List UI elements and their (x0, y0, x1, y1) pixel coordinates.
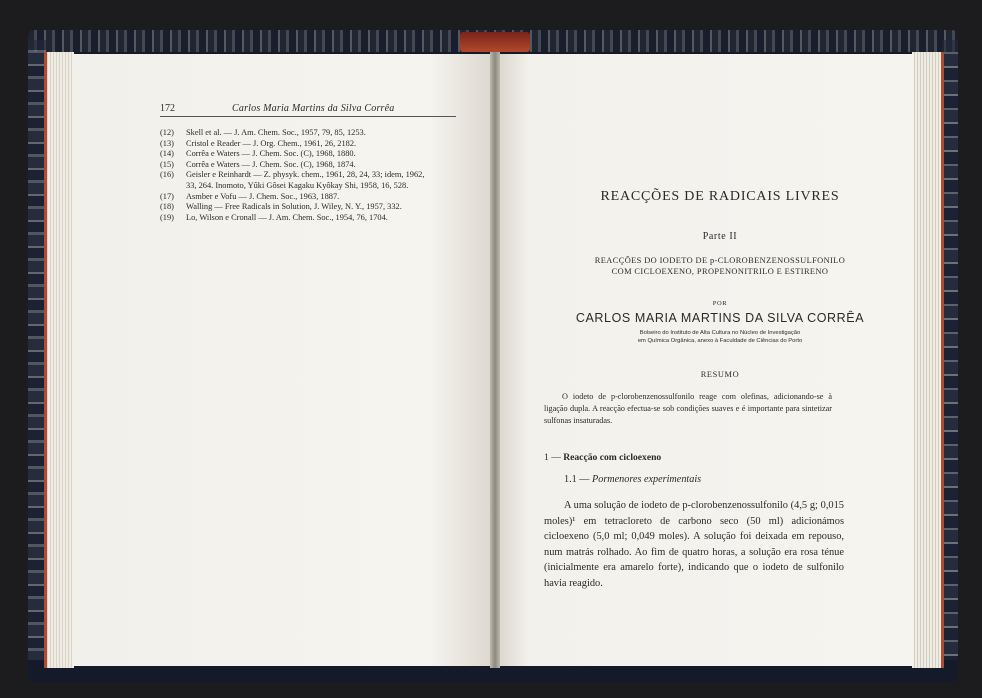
abstract-text: O iodeto de p-clorobenzenossulfonilo reage com olefinas, adicionando-se à ligação dupla. A reacção efectua-se sob condições suaves e é importante para sintetizar sulfonas insaturadas. (544, 392, 832, 425)
reference-item: (16) Geisler e Reinhardt — Z. physyk. chem., 1961, 28, 24, 33; idem, 1962, (160, 170, 425, 180)
book-gutter (490, 52, 500, 668)
page-edges-left (44, 52, 74, 668)
reference-item: (18) Walling — Free Radicals in Solution, J. Wiley, N. Y., 1957, 332. (160, 202, 402, 212)
spine-headband (460, 32, 530, 52)
page-number: 172 (160, 103, 175, 114)
running-head: Carlos Maria Martins da Silva Corrêa (232, 103, 395, 114)
section-heading: 1 — Reacção com cicloexeno (544, 452, 662, 463)
header-rule (160, 116, 456, 117)
part-label: Parte II (702, 231, 738, 242)
abstract-heading: RESUMO (700, 370, 740, 379)
author-name: CARLOS MARIA MARTINS DA SILVA CORRÊA (575, 311, 865, 325)
reference-item: 33, 264. Inomoto, Yûki Gôsei Kagaku Kyôkay Shi, 1958, 16, 528. (186, 180, 409, 190)
reference-item: (17) Asmber e Vofu — J. Chem. Soc., 1963, 1887. (160, 191, 340, 201)
reference-item: (14) Corrêa e Waters — J. Chem. Soc. (C), 1968, 1880. (160, 149, 356, 159)
by-label: POR (712, 300, 728, 307)
subsection-heading: 1.1 — Pormenores experimentais (564, 474, 702, 485)
article-subtitle: REACÇÕES DO IODETO DE p-CLOROBENZENOSSULFONILO COM CICLOEXENO, PROPENONITRILO E ESTIRENO (594, 256, 846, 276)
reference-list (160, 128, 460, 223)
body-paragraph: A uma solução de iodeto de p-clorobenzenossulfonilo (4,5 g; 0,015 moles)¹ em tetracloreto de carbono seco (50 ml) adicionámos cicloexeno (5,0 ml; 0,049 moles). A solução foi deixada em repouso, num matrás rolhado. Ao fim de quatro horas, a solução era rosa ténue (inicialmente era amarelo forte), indicando que o iodeto de sulfonilo havia reagido. (544, 500, 844, 589)
article-title: REACÇÕES DE RADICAIS LIVRES (600, 189, 840, 204)
reference-item: (12) Skell et al. — J. Am. Chem. Soc., 1957, 79, 85, 1253. (160, 128, 366, 137)
reference-item: (19) Lo, Wilson e Cronall — J. Am. Chem. Soc., 1954, 76, 1704. (160, 212, 388, 222)
page-edges-right (912, 52, 944, 668)
reference-item: (15) Corrêa e Waters — J. Chem. Soc. (C), 1968, 1874. (160, 159, 356, 169)
author-affiliation: Bolseiro do Instituto de Alta Cultura no Núcleo de Investigação em Química Orgânica, anexo à Faculdade de Ciências do Porto (637, 330, 803, 344)
marbled-cover-right (942, 40, 958, 660)
reference-item: (13) Cristol e Reader — J. Org. Chem., 1961, 26, 2182. (160, 138, 357, 148)
